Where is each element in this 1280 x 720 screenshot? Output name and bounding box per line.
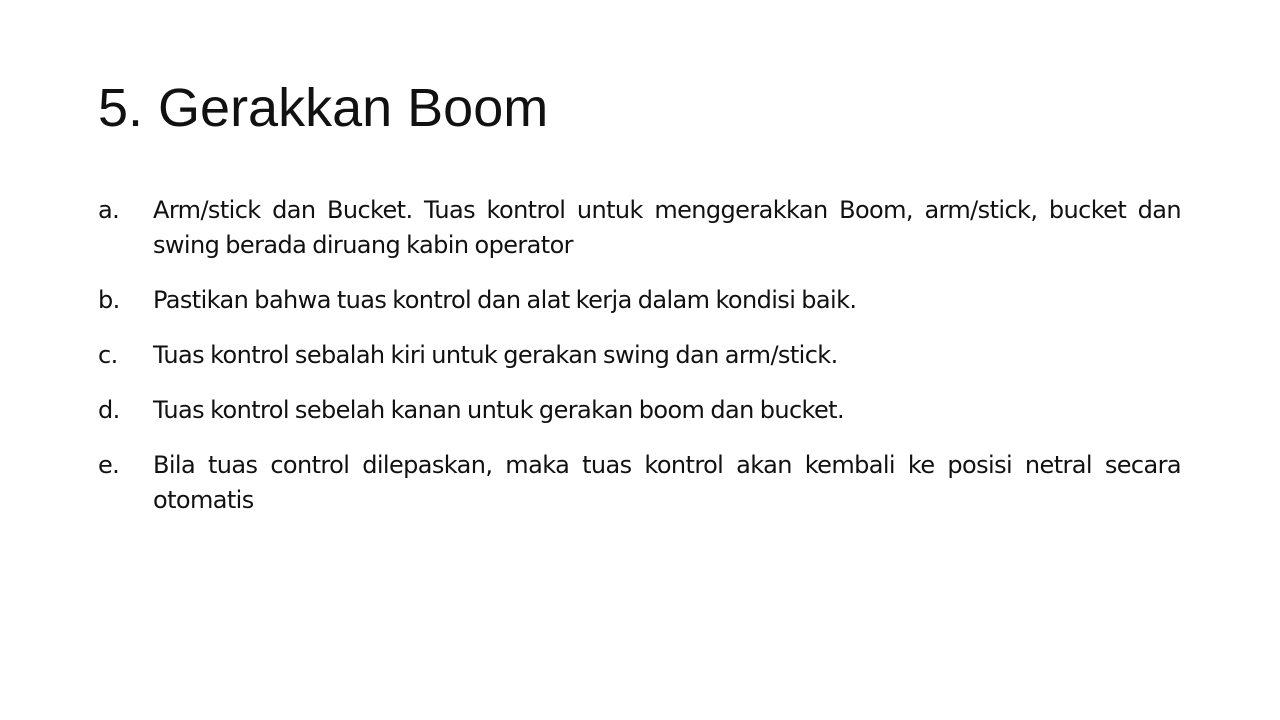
list-item [98,393,1181,428]
list-marker: e. [98,451,120,479]
list-marker: c. [98,341,118,369]
list-marker: b. [98,286,120,314]
list-item-text: Tuas kontrol sebalah kiri untuk gerakan swing dan arm/stick. [153,341,838,369]
list-item-text: Bila tuas control dilepaskan, maka tuas kontrol akan kembali ke posisi netral secara otomatis [153,451,1181,514]
list-item [98,193,1181,263]
slide-title: 5. Gerakkan Boom [98,78,549,138]
list-item-text: Pastikan bahwa tuas kontrol dan alat kerja dalam kondisi baik. [153,286,857,314]
list-item [98,283,1181,318]
list-item [98,338,1181,373]
bullet-list [98,193,1181,538]
list-item-text: Arm/stick dan Bucket. Tuas kontrol untuk menggerakkan Boom, arm/stick, bucket dan swing berada diruang kabin operator [153,196,1181,259]
list-marker: a. [98,196,120,224]
list-item [98,448,1181,518]
list-marker: d. [98,396,120,424]
list-item-text: Tuas kontrol sebelah kanan untuk gerakan boom dan bucket. [153,396,845,424]
